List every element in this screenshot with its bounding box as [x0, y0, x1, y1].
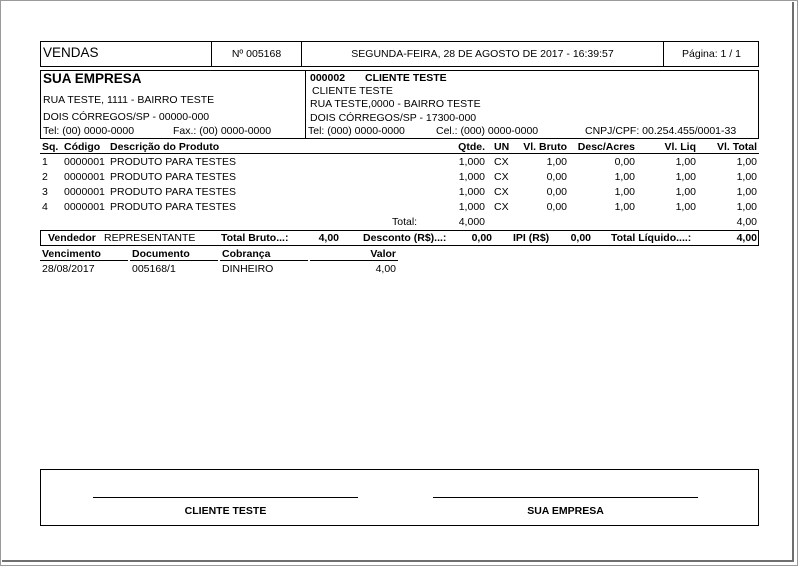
items-total-qty: 4,000 — [458, 216, 485, 228]
company-name: SUA EMPRESA — [43, 71, 142, 86]
seller-name: REPRESENTANTE — [104, 232, 196, 244]
net-total-value: 4,00 — [736, 232, 757, 244]
company-fax: Fax.: (00) 0000-0000 — [173, 125, 272, 137]
col-header-qty: Qtde. — [458, 141, 485, 153]
col-header-unit: UN — [494, 141, 510, 153]
payment-header-value: Valor — [370, 248, 396, 260]
page-indicator: Página: 1 / 1 — [682, 48, 741, 60]
col-header-description: Descrição do Produto — [110, 141, 220, 153]
document-number: Nº 005168 — [231, 48, 282, 60]
ipi-label: IPI (R$) — [513, 232, 550, 244]
col-header-seq: Sq. — [42, 141, 59, 153]
company-city: DOIS CÓRREGOS/SP - 00000-000 — [43, 111, 210, 123]
company-address: RUA TESTE, 1111 - BAIRRO TESTE — [43, 94, 215, 106]
client-phone: Tel: (000) 0000-0000 — [308, 125, 405, 137]
col-header-discount: Desc/Acres — [577, 141, 635, 153]
payment-header-method: Cobrança — [222, 248, 271, 260]
col-header-gross: Vl. Bruto — [523, 141, 567, 153]
gross-total-value: 4,00 — [318, 232, 339, 244]
gross-total-label: Total Bruto...: — [221, 232, 289, 244]
document-datetime: SEGUNDA-FEIRA, 28 DE AGOSTO DE 2017 - 16:39:57 — [351, 48, 614, 60]
ipi-value: 0,00 — [570, 232, 591, 244]
client-address: RUA TESTE,0000 - BAIRRO TESTE — [310, 98, 481, 110]
document-title: VENDAS — [43, 45, 99, 60]
col-header-net: Vl. Liq — [664, 141, 696, 153]
net-total-label: Total Líquido....: — [611, 232, 692, 244]
signature-line-left — [93, 497, 358, 498]
col-header-total: Vl. Total — [716, 141, 757, 153]
items-total-label: Total: — [392, 216, 418, 228]
client-cellphone: Cel.: (000) 0000-0000 — [436, 125, 539, 137]
client-name: CLIENTE TESTE — [312, 85, 393, 97]
signature-line-right — [433, 497, 698, 498]
discount-value: 0,00 — [471, 232, 492, 244]
signature-company: SUA EMPRESA — [527, 505, 604, 517]
discount-label: Desconto (R$)...: — [363, 232, 447, 244]
items-total-value: 4,00 — [736, 216, 757, 228]
signature-client: CLIENTE TESTE — [184, 505, 267, 517]
client-name-heading: CLIENTE TESTE — [365, 72, 447, 84]
client-city: DOIS CÓRREGOS/SP - 17300-000 — [310, 112, 477, 124]
col-header-code: Código — [64, 141, 101, 153]
client-tax-id: CNPJ/CPF: 00.254.455/0001-33 — [585, 125, 737, 137]
company-phone: Tel: (00) 0000-0000 — [43, 125, 135, 137]
client-code: 000002 — [310, 72, 346, 84]
payment-header-due: Vencimento — [42, 248, 101, 260]
seller-label: Vendedor — [48, 232, 96, 244]
payment-header-document: Documento — [132, 248, 190, 260]
